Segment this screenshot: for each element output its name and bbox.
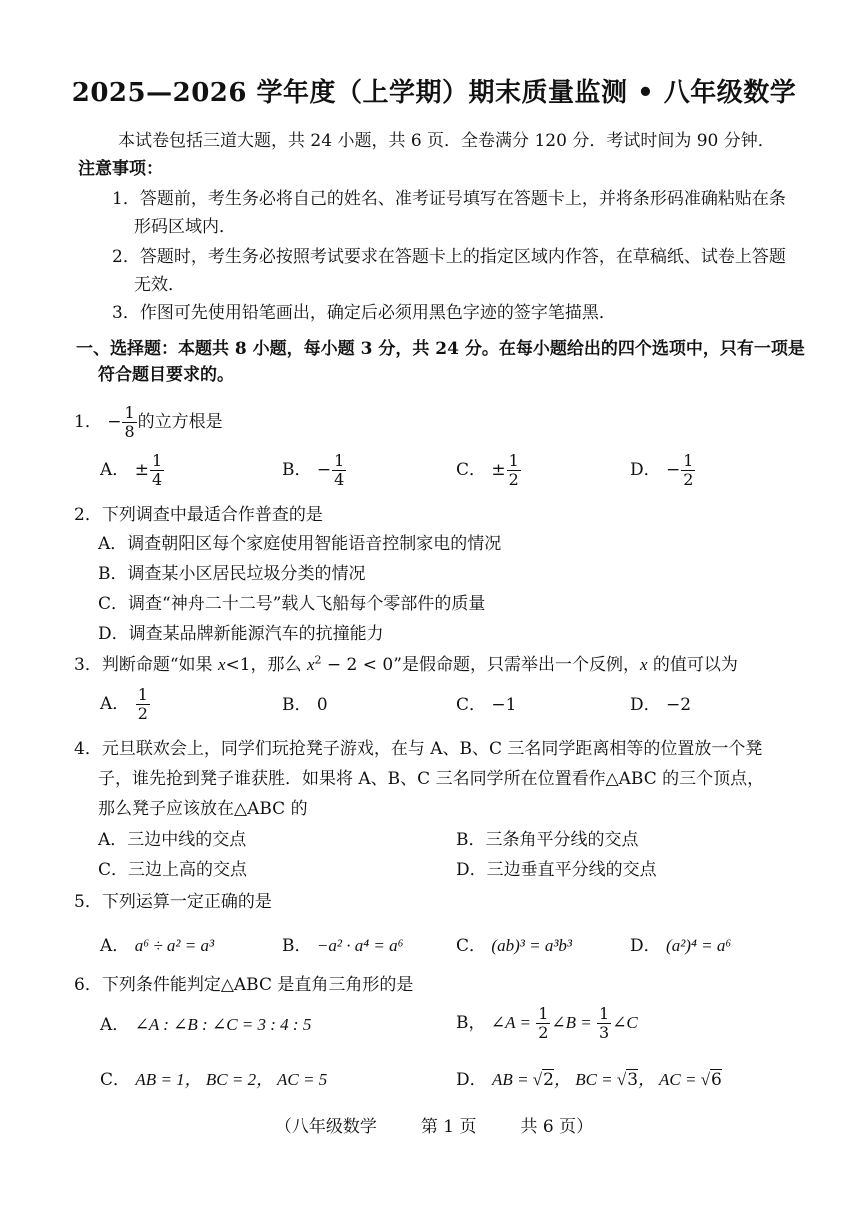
- question-4-stem: 4．元旦联欢会上，同学们玩抢凳子游戏，在与 A、B、C 三名同学距离相等的位置放一个凳: [74, 739, 763, 759]
- question-4-option-a: A．三边中线的交点: [98, 830, 247, 850]
- question-4-stem-line: 那么凳子应该放在△ABC 的: [98, 799, 308, 819]
- question-2-option-a: A．调查朝阳区每个家庭使用智能语音控制家电的情况: [98, 534, 502, 554]
- question-3-option-b: B． 0: [282, 695, 328, 715]
- question-2-option-d: D．调查某品牌新能源汽车的抗撞能力: [98, 624, 384, 644]
- notice-item: [112, 246, 786, 268]
- notice-num: 2．: [112, 247, 140, 267]
- question-4-stem-line: 子，谁先抢到凳子谁获胜．如果将 A、B、C 三名同学所在位置看作△ABC 的三个顶点，: [98, 769, 765, 789]
- notice-num: 3．: [112, 303, 140, 323]
- question-1-option-a: A． ± $\frac{1}{4}$: [100, 451, 163, 489]
- question-1-option-c: C． ± $\frac{1}{2}$: [456, 451, 519, 489]
- footer-total-pages: 共 6 页）: [520, 1117, 594, 1137]
- footer-page-number: 第 1 页: [420, 1117, 477, 1137]
- fraction: $\frac{1}{8}$: [124, 403, 135, 441]
- question-5-stem: 5．下列运算一定正确的是: [74, 892, 272, 912]
- question-5-option-c: C． (ab)³ = a³b³: [456, 936, 573, 956]
- question-6-option-c: C． AB = 1， BC = 2， AC = 5: [100, 1070, 328, 1090]
- question-6-stem: 6．下列条件能判定△ABC 是直角三角形的是: [74, 975, 414, 995]
- notice-item: [112, 188, 786, 210]
- question-3-option-d: D． −2: [630, 695, 692, 715]
- question-6-option-b: B， ∠A = $\frac{1}{2}$ ∠B = $\frac{1}{3}$ ∠C: [456, 1004, 638, 1042]
- notice-line: 作图可先使用铅笔画出，确定后必须用黑色字迹的签字笔描黑．: [139, 303, 616, 323]
- notice-line: 无效．: [134, 275, 185, 295]
- notice-line: 形码区域内．: [134, 217, 236, 237]
- page-footer: [0, 1112, 868, 1137]
- question-6-option-a: A． ∠A : ∠B : ∠C = 3 : 4 : 5: [100, 1015, 312, 1035]
- notice-line: 答题前，考生务必将自己的姓名、准考证号填写在答题卡上，并将条形码准确粘贴在条: [139, 189, 786, 209]
- question-1-option-d: D． − $\frac{1}{2}$: [630, 451, 694, 489]
- question-4-option-c: C．三边上高的交点: [98, 860, 248, 880]
- section-heading: 一、选择题：本题共 8 小题，每小题 3 分，共 24 分。在每小题给出的四个选项中，只有一项是: [76, 339, 805, 359]
- question-4-option-b: B．三条角平分线的交点: [456, 830, 639, 850]
- question-4-option-d: D．三边垂直平分线的交点: [456, 860, 657, 880]
- section-heading: 符合题目要求的。: [98, 365, 234, 385]
- notice-line: 答题时，考生务必按照考试要求在答题卡上的指定区域内作答，在草稿纸、试卷上答题: [139, 247, 786, 267]
- notice-item: [112, 302, 616, 324]
- question-3-stem: 3．判断命题“如果 x<1，那么 $x^2 - 2 < 0$”是假命题，只需举出一个反例，x 的值可以为: [74, 653, 738, 675]
- question-2-stem: 2．下列调查中最适合作普查的是: [74, 505, 323, 525]
- question-2-option-b: B．调查某小区居民垃圾分类的情况: [98, 564, 366, 584]
- question-3-option-c: C． −1: [456, 695, 517, 715]
- footer-subject: （八年级数学: [274, 1117, 377, 1137]
- notice-num: 1．: [112, 189, 140, 209]
- question-1-option-b: B． − $\frac{1}{4}$: [282, 451, 345, 489]
- question-5-option-a: A． a⁶ ÷ a² = a³: [100, 936, 215, 956]
- question-5-option-d: D． (a²)⁴ = a⁶: [630, 936, 732, 956]
- question-3-option-a: A． $\frac{1}{2}$: [100, 685, 148, 723]
- question-6-option-d: D． AB = √2， BC = √3， AC = √6: [456, 1070, 722, 1090]
- page-title: 2025—2026 学年度（上学期）期末质量监测 • 八年级数学: [71, 78, 797, 108]
- question-1-stem: 1． − $\frac{1}{8}$ 的立方根是: [74, 403, 223, 441]
- notice-heading: 注意事项：: [78, 159, 163, 179]
- intro-text: 本试卷包括三道大题，共 24 小题，共 6 页．全卷满分 120 分．考试时间为 90 分钟．: [118, 131, 775, 151]
- question-5-option-b: B． −a² · a⁴ = a⁶: [282, 936, 404, 956]
- question-2-option-c: C．调查“神舟二十二号”载人飞船每个零部件的质量: [98, 594, 486, 614]
